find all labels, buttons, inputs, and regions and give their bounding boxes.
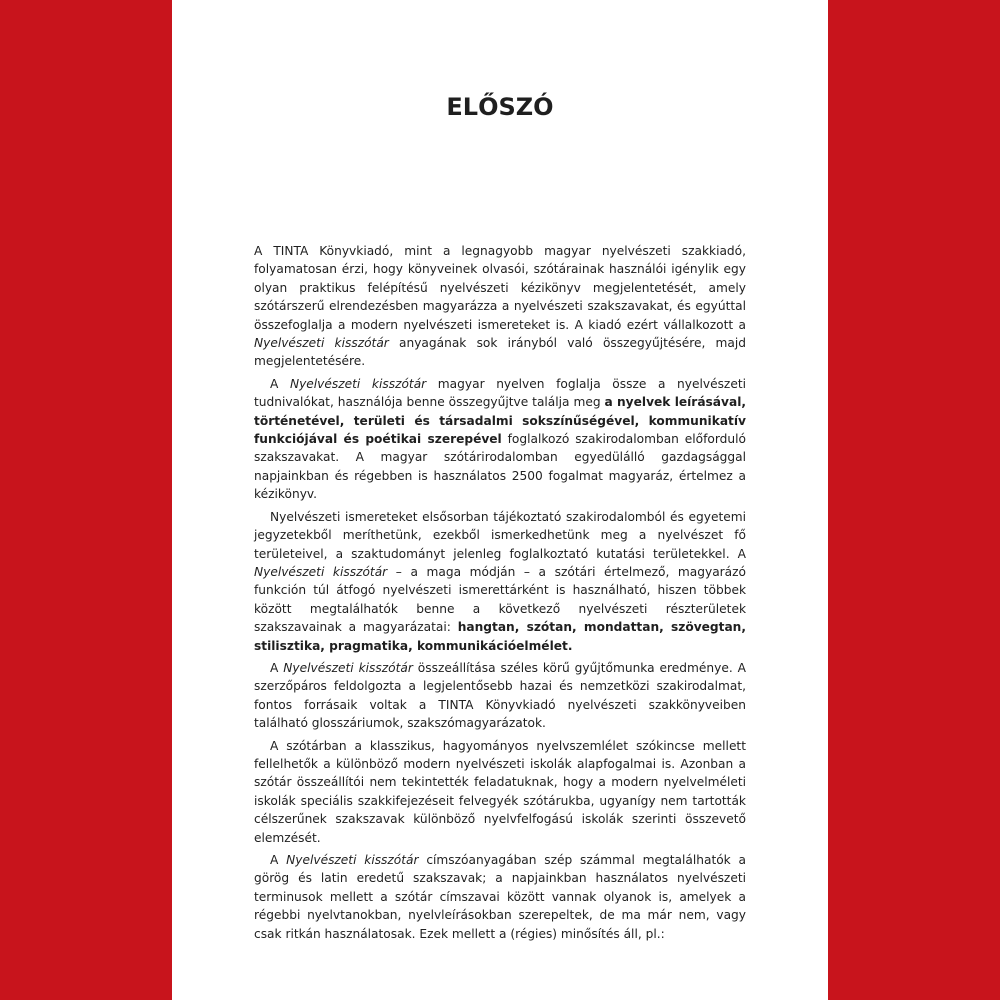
paragraph-3-book-title: Nyelvészeti kisszótár: [254, 564, 388, 579]
book-page: [172, 0, 828, 1000]
paragraph-2-book-title: Nyelvészeti kisszótár: [289, 376, 427, 391]
paragraph-1-segment-1: A TINTA Könyvkiadó, mint a legnagyobb magyar nyelvészeti szakkiadó, folyamatosan érzi, hogy könyveinek olvasói, szótárainak használói igénylik egy olyan praktikus felépítésű nyelvészeti kézikönyv megjelentetését, amely szótárszerű elrendezésben magyarázza a nyelvészeti szakszavakat, és egyúttal összefoglalja a modern nyelvészeti ismereteket is. A kiadó ezért vállalkozott a: [254, 244, 746, 332]
paragraph-3: [254, 508, 746, 655]
paragraph-3-segment-1: Nyelvészeti ismereteket elsősorban tájékoztató szakirodalomból és egyetemi jegyzetekből meríthetünk, ezekből ismerkedhetünk meg a nyelvészet fő területeivel, a szaktudományt jelenleg foglalkoztató kutatási területekkel. A: [254, 509, 746, 561]
paragraph-6-book-title: Nyelvészeti kisszótár: [286, 853, 419, 867]
paragraph-4: [254, 659, 746, 733]
paragraph-2-segment-3: magyar nyelven foglalja össze a nyelvészeti tudnivalókat, használója benne összegyűjtve találja meg: [254, 376, 746, 410]
paragraph-1-book-title: Nyelvészeti kisszótár: [254, 336, 389, 351]
paragraph-3-segment-3: – a maga módján – a szótári értelmező, magyarázó funkción túl átfogó nyelvészeti ismerettárként is használható, hiszen többek között megtalálhatók benne a következő nyelvészeti részterületek szakszavainak a magyarázatai:: [254, 564, 747, 635]
paragraph-4-book-title: Nyelvészeti kisszótár: [283, 660, 413, 675]
paragraph-5-segment-1: A szótárban a klasszikus, hagyományos nyelvszemlélet szókincse mellett fellelhetők a különböző modern nyelvészeti iskolák alapfogalmai is. Azonban a szótár összeállítói nem tekintették feladatuknak, hogy a modern nyelvelméleti iskolák speciális szakkifejezéseit felvegyék szótárukba, ugyanígy nem tartották célszerűnek szakszavak különböző nyelvfelfogású iskolák szerinti összevető elemzését.: [254, 738, 746, 845]
body-text: [254, 242, 746, 947]
paragraph-2-segment-5: foglalkozó szakirodalomban előforduló szakszavakat. A magyar szótárirodalomban egyedülálló gazdagsággal napjainkban és régebben is használatos 2500 fogalmat magyaráz, értelmez a kézikönyv.: [254, 432, 746, 502]
paragraph-1: [254, 242, 746, 371]
paragraph-3-bold-fields: hangtan, szótan, mondattan, szövegtan, stilisztika, pragmatika, kommunikációelmélet.: [254, 620, 746, 653]
paragraph-6-segment-1: A: [270, 853, 287, 867]
paragraph-4-segment-1: A: [270, 660, 284, 675]
paragraph-6: [254, 851, 746, 943]
paragraph-2-bold-topics: a nyelvek leírásával, történetével, területi és társadalmi sokszínűségével, kommunikatív funkciójával és poétikai szerepével: [254, 395, 746, 447]
paragraph-1-segment-3: anyagának sok irányból való összegyűjtésére, majd megjelentetésére.: [254, 336, 747, 369]
paragraph-2-segment-1: A: [270, 376, 290, 391]
paragraph-2: [254, 375, 746, 504]
page-title: ELŐSZÓ: [446, 93, 554, 121]
paragraph-6-segment-3: címszóanyagában szép számmal megtalálhatók a görög és latin eredetű szakszavak; a napjainkban használatos nyelvészeti terminusok mellett a szótár címszavai között vannak olyanok is, amelyek a régebbi nyelvtanokban, nyelvleírásokban szerepeltek, de ma már nem, vagy csak ritkán használatosak. Ezek mellett a (régies) minősítés áll, pl.:: [254, 853, 747, 941]
paragraph-5: [254, 737, 746, 847]
paragraph-4-segment-3: összeállítása széles körű gyűjtőmunka eredménye. A szerzőpáros feldolgozta a legjelentősebb hazai és nemzetközi szakirodalmat, fontos forrásaik voltak a TINTA Könyvkiadó nyelvészeti szakkönyveiben található glosszáriumok, szakszómagyarázatok.: [254, 660, 746, 731]
